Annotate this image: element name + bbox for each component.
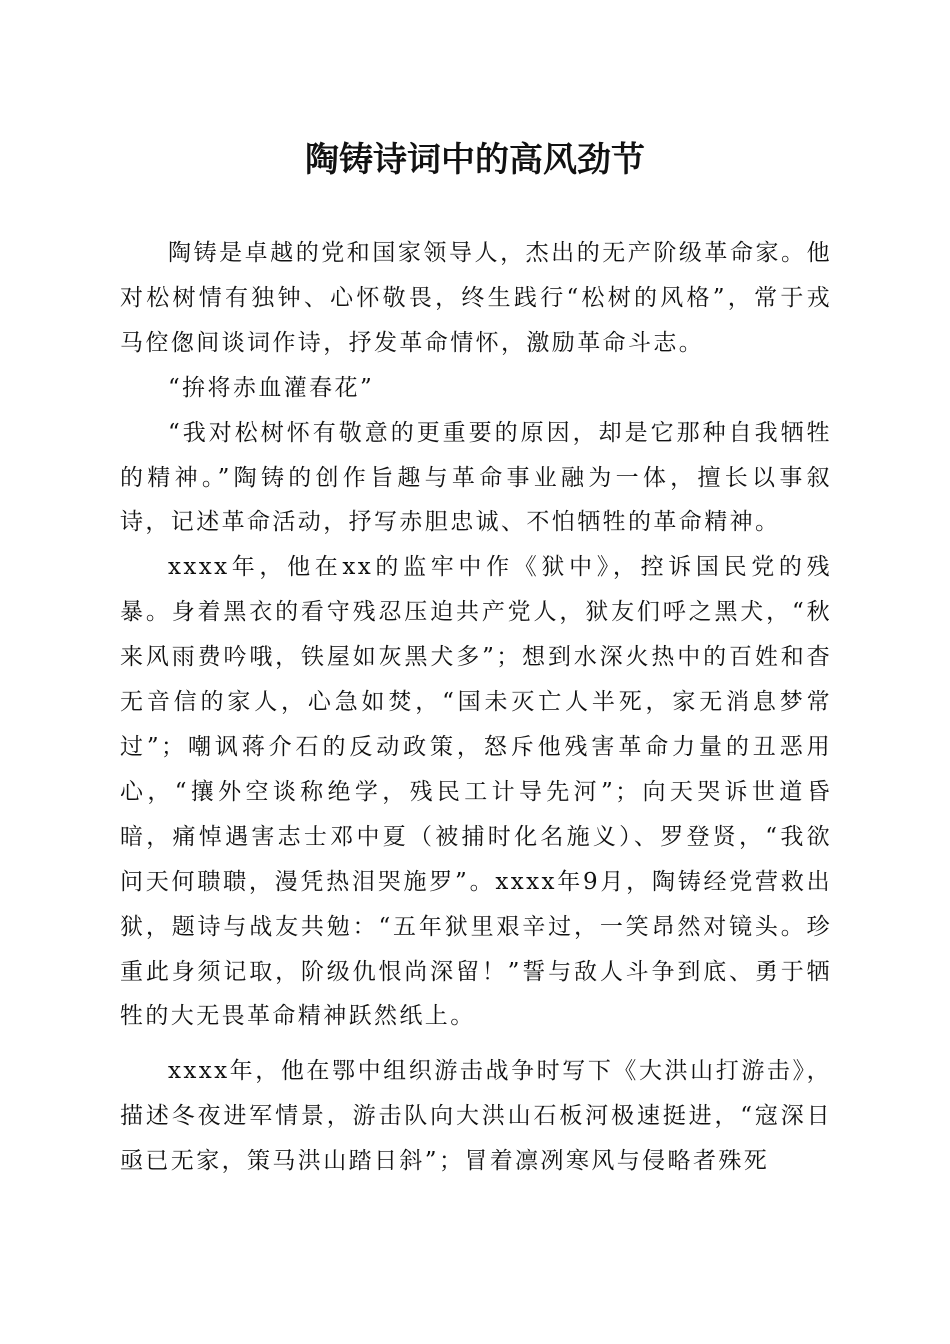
document-title: 陶铸诗词中的高风劲节 — [305, 140, 645, 180]
section-heading: “拚将赤血灌春花” — [168, 374, 375, 401]
paragraph-prison-poem: xxxx年，他在xx的监牢中作《狱中》，控诉国民党的残暴。身着黑衣的看守残忍压迫共产党人，狱友们呼之黑犬，“秋来风雨费吟哦，铁屋如灰黑犬多”；想到水深火热中的百姓和杳无音信的家人，心急如焚，“国未灭亡人半死，家无消息梦常过”；嘲讽蒋介石的反动政策，怒斥他残害革命力量的丑恶用心，“攘外空谈称绝学，残民工计导先河”；向天哭诉世道昏暗，痛悼遇害志士邓中夏（被捕时化名施义）、罗登贤，“我欲问天何聩聩，漫凭热泪哭施罗”。xxxx年9月，陶铸经党营救出狱，题诗与战友共勉：“五年狱里艰辛过，一笑昂然对镜头。珍重此身须记取，阶级仇恨尚深留！”誓与敌人斗争到底、勇于牺牲的大无畏革命精神跃然纸上。 — [120, 554, 832, 1030]
paragraph-intro: 陶铸是卓越的党和国家领导人，杰出的无产阶级革命家。他对松树情有独钟、心怀敬畏，终生践行“松树的风格”，常于戎马倥偬间谈词作诗，抒发革命情怀，激励革命斗志。 — [120, 240, 832, 356]
paragraph-guerrilla-poem: xxxx年，他在鄂中组织游击战争时写下《大洪山打游击》，描述冬夜进军情景，游击队向大洪山石板河极速挺进，“寇深日亟已无家，策马洪山踏日斜”；冒着凛冽寒风与侵略者殊死 — [120, 1058, 832, 1175]
paragraph-sacrifice: “我对松树怀有敬意的更重要的原因，却是它那种自我牺牲的精神。”陶铸的创作旨趣与革命事业融为一体，擅长以事叙诗，记述革命活动，抒写赤胆忠诚、不怕牺牲的革命精神。 — [120, 419, 832, 536]
document-body — [120, 231, 832, 1184]
